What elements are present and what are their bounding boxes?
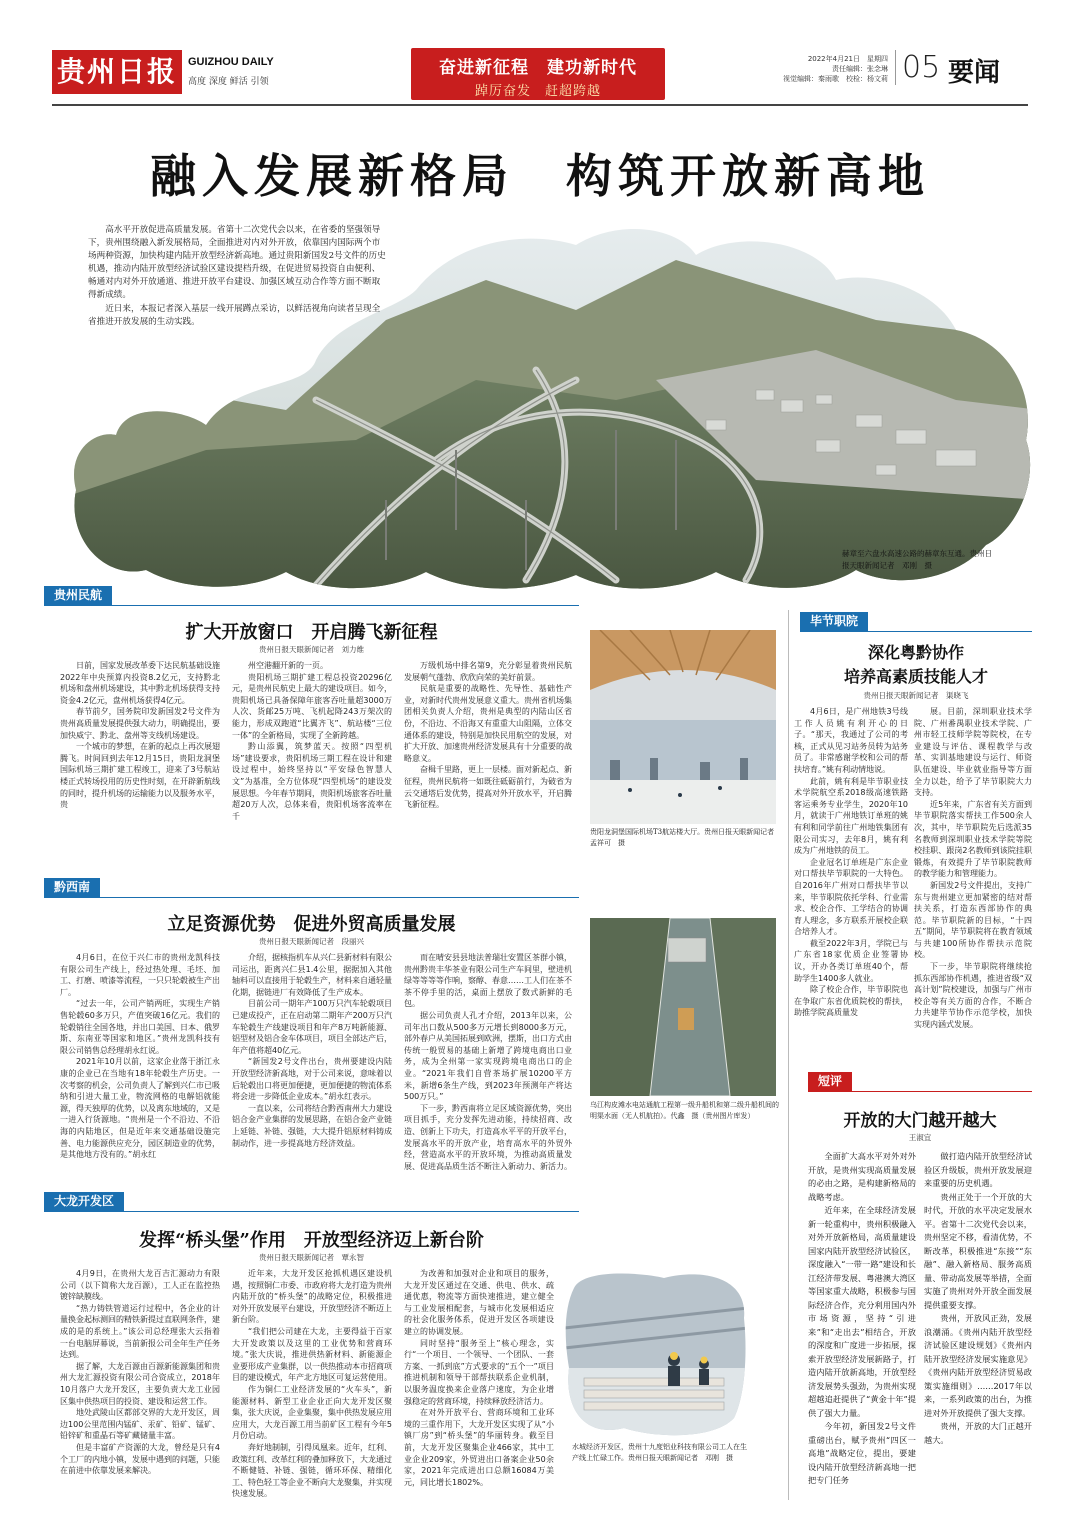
article-title-aviation: 扩大开放窗口 开启腾飞新征程 bbox=[185, 622, 438, 643]
paragraph: “新国发2号文件出台，贵州要建设内陆开放型经济新高地，对于公司来说，意味着以后轮毂出口将更加便捷，更加便捷的物流体系将会进一步降低企业成本。”胡永红表示。 bbox=[232, 1057, 392, 1102]
paragraph: 一直以来，公司将结合黔西南州大力建设铝合金产业集群的发展思路，在铝合金产业链上延链、补链、强链，大大提升铝原材料铸成制动作，进一步提高地方经济效益。 bbox=[232, 1103, 392, 1148]
article-column bbox=[794, 706, 908, 1062]
section-tag-civil-aviation: 贵州民航 bbox=[44, 586, 112, 605]
paragraph: 地处武陵山区都部交界的大龙开发区，周边100公里范围内锰矿、汞矿、铅矿、锰矿、铅锌矿和重晶石等矿藏储量丰富。 bbox=[60, 1408, 220, 1441]
paragraph: 近年来，在全球经济发展新一轮重构中，贵州积极融入对外开放新格局，高质量建设国家内陆开放型经济试验区，深度融入“一带一路”建设和长江经济带发展、粤港澳大湾区等国家重大战略，积极参与国际经济合作，充分利用国内外市场资源，坚持“引进来”和“走出去”相结合，开放的深度和广度进一步拓展，探索开放型经济发展新路子，打造内陆开放新高地，开放型经济发展势头强劲，为贵州实现超越追赶提供了“黄金十年”提供了强大力量。 bbox=[808, 1205, 916, 1418]
paragraph: 目前公司一期年产100万只汽车轮毂项目已建成投产，正在启动第二期年产200万只汽车轮毂生产线建设项目和年产8万吨新能源、铝型材及铝合金车体项目，项目全部达产后，年产值将超40亿元。 bbox=[232, 999, 392, 1055]
article-column bbox=[404, 952, 572, 1177]
banner-line-1: 奋进新征程 建功新时代 bbox=[439, 58, 637, 78]
paragraph: “过去一年，公司产销两旺，实现生产销售轮毂60多万只，产值突破16亿元。我们的轮毂销往全国各地，并出口美国、日本、俄罗斯、东南亚等国家和地区。”贵州龙凯科技有限公司销售总经理胡永红说。 bbox=[60, 999, 220, 1055]
paragraph: 今年初，新国发2号文件重磅出台，赋予贵州“四区一高地”战略定位，提出，要建设内陆开放型经济新高地一把把专门任务 bbox=[808, 1421, 916, 1485]
paragraph: 贵州，开放风正劲，发展浪潮涌。《贵州内陆开放型经济试验区建设规划》《贵州内陆开放型经济发展实施意见》《贵州内陆开放型经济贸易政策实施细则》……2017年以来，一系列政策的出台，为推进对外开放提供了强大支撑。 bbox=[924, 1313, 1032, 1418]
paragraph: 4月6日，在位于兴仁市的贵州龙凯科技有限公司生产线上，经过热处理、毛坯、加工、打磨、喷漆等流程，一只只轮毂被生产出厂。 bbox=[60, 953, 220, 997]
intro-paragraph: 高水平开放促进高质量发展。省第十二次党代会以来，在省委的坚强领导下，贵州围绕融入新发展格局，全面推进对内对外开放，依靠国内国际两个市场两种资源，加快构建内陆开放型经济新高地。通过贵阳新国发2号文件的历史机遇，推动内陆开放型经济试验区建设提档升级，在促进贸易投资自由便利、畅通对内对外开放通道、推进开放平台建设、加强区域互动合作等方面不断取得新成绩。 bbox=[88, 225, 386, 300]
section-tag-commentary: 短评 bbox=[808, 1072, 852, 1091]
page-title: 融入发展新格局 构筑开放新高地 bbox=[150, 149, 930, 203]
paragraph: 展。目前，深圳职业技术学院、广州番禺职业技术学院、广州市轻工技师学院等院校，在专业建设与评估、课程教学与改革、实训基地建设与运行、师资队伍建设、毕业就业指导等方面全力以赴，给予了毕节职院大力支持。 bbox=[914, 707, 1032, 798]
paragraph: 但是丰富矿产资源的大龙，曾经是只有4个工厂的内地小镇，发展中遇到的问题，只能在前进中依靠发展来解决。 bbox=[60, 1442, 220, 1476]
paragraph: 一个城市的梦想，在新的起点上再次展翅腾飞。时间回到去年12月15日，贵阳龙洞堡国际机场三期扩建工程竣工，迎来了3号航站楼正式转场投用的历史性时刻，在开辟新航线的同时，提升机场的运输能力以及服务水平，贵 bbox=[60, 742, 220, 810]
paragraph: 4月9日，在贵州大龙百吉汇源动力有限公司（以下简称大龙百源），工人正在监控热镀锌缺膜线。 bbox=[60, 1269, 220, 1302]
article-column bbox=[404, 1268, 554, 1500]
section-rule bbox=[44, 605, 579, 606]
section-rule bbox=[44, 897, 579, 898]
paragraph: 奔好地制制，引得凤凰来。近年，红利、政策红利、改革红利的叠加释放下，大龙通过不断健链、补链、强链，循环环保、精细化工、特色轻工等企业不断向大龙聚集，并实现快速发展。 bbox=[232, 1442, 392, 1499]
paragraph: 介绍，据核指机车从兴仁县新材料有限公司运出，距离兴仁县1.4公里，据据加入其他轴料可以直接用于轮毂生产，材料来自通轻量化期，据链进厂有效降低了生产成本。 bbox=[232, 953, 392, 997]
paragraph: 2021年10月以前，这家企业落于浙江永康的企业已在当地有18年轮毂生产历史。一次考察的机会，公司负责人了解到兴仁市已吸纳和引进大量工业，物流网格的电解铝就能源，得天独厚的优势，以及离东地域的，又是一进入行货源地。“贵州是一个不沿边、不沿海的内陆地区，但是近年来交通基础设施完善、电力能源供应充分，园区制造业的优势，是其他地方没有的。”胡永红 bbox=[60, 1057, 220, 1160]
paragraph: 州空港翻开新的一页。 bbox=[248, 661, 328, 670]
article-column bbox=[914, 706, 1032, 1062]
paragraph: 企业冠名订单班是广东企业对口帮扶毕节职院的一大特色。自2016年广州对口帮扶毕节以来，毕节职院依托学科、行业需求、校企合作、工学结合的协调育人理念，多方联系开展校企联合培养人才。 bbox=[794, 857, 908, 937]
masthead-rule bbox=[52, 104, 1028, 106]
photo-caption: 贵阳龙洞堡国际机场T3航站楼大厅。贵州日报天眼新闻记者 孟祥可 摄 bbox=[590, 828, 782, 847]
paragraph: 在对外开放平台、营商环境和工业环境的三重作用下，大龙开发区实现了从“小镇厂房”到“桥头堡”的华丽转身。截至目前，大龙开发区聚集企业466家，其中工业企业209家，外贸进出口备案企业50余家，2021年完成进出口总额16084万美元，同比增长1802%。 bbox=[404, 1408, 554, 1487]
paragraph: “我们把公司建在大龙，主要得益于百家大开发政策以及这里的工业优势和营商环境。”张大庆说，推进供热新材料、新能源企业要形成产业集群，以一供热推动本市招商项目的建设模式，年产北方地区可复运营使用。 bbox=[232, 1326, 392, 1383]
paragraph: 据了解，大龙百源由百源新能源集团和贵州大龙汇源投资有限公司合资成立，2018年10月落户大龙开发区，主要负责大龙工业园区集中供热项目的投资、建设和运营工作。 bbox=[60, 1361, 220, 1406]
commentary-column bbox=[924, 1150, 1032, 1498]
newspaper-logo: 贵州日报 bbox=[52, 50, 182, 94]
visual-editor-credit: 视觉编辑：秦雨歌 校检：杨文莉 bbox=[783, 75, 888, 83]
column-divider bbox=[788, 610, 789, 1500]
newspaper-slogan: 高度 深度 鲜活 引领 bbox=[188, 77, 269, 87]
paragraph: 奋楫千里路，更上一层楼。面对新起点、新征程，贵州民航将一如既往砥砺前行，为破省为云交通塔后发优势，提高对外开放水平，开启腾飞新征程。 bbox=[404, 765, 572, 810]
intro-text bbox=[88, 224, 388, 330]
photo-factory-workers bbox=[564, 1268, 748, 1438]
paragraph: 新国发2号文件提出，支持广东与贵州建立更加紧密的结对帮扶关系，打造东西部协作的典范。毕节职院新的目标，“十四五”期间，毕节职院将在教育领域与共建100所协作帮扶示范院校。 bbox=[914, 880, 1032, 960]
paragraph: 下一步，黔西南将立足区域资源优势，突出项目抓手，充分发挥先进动能，持续招商、改造、创新上下功夫，打造高水平平的开放平台，发展高水平的开放产业，培育高水平的外贸外经，营造高水平的开放环境，为推动高质量发展、促进高品质生活不断注入新动力、新活力。 bbox=[404, 1103, 572, 1171]
editor-credit: 责任编辑：张念琳 bbox=[832, 65, 888, 73]
article-title-bijie-1: 深化粤黔协作 bbox=[867, 643, 964, 662]
paragraph: 贵州，开放的大门正越开越大。 bbox=[924, 1421, 1032, 1445]
paragraph: 同时坚持“服务至上”核心理念，实行“一个项目、一个领导、一个团队、一套方案、一抓到底”方式要求的“五个一”项目推进机制和领导干部帮扶联系企业机制，以服务温度换来企业落户速度，为企业增强稳定的营商环境，持续释放经济活力。 bbox=[404, 1338, 554, 1406]
commentary-column bbox=[808, 1150, 916, 1498]
section-rule bbox=[808, 1091, 1032, 1092]
theme-banner bbox=[411, 48, 665, 100]
article-column bbox=[232, 952, 392, 1177]
paragraph: 黔山添翼，筑梦蓝天。按照“四型机场”建设要求，贵阳机场三期工程在设计和建设过程中，始终坚持以“平安绿色智慧人文”为基准，全方位体现“四型机场”的建设发展思想。今年春节期间，贵阳机场旅客吞吐量超20万人次，总体来看，贵阳机场客流率在千 bbox=[232, 742, 392, 821]
article-byline: 贵州日报天眼新闻记者 段丽兴 bbox=[259, 937, 364, 946]
page-number: 05 bbox=[895, 50, 940, 85]
intro-paragraph: 近日来，本报记者深入基层一线开展蹲点采访，以鲜活视角向读者呈现全省推进开放发展的生动实践。 bbox=[88, 304, 381, 327]
article-column bbox=[232, 660, 392, 862]
paragraph: 春节前夕，国务院印发新国发2号文件为贵州高质量发展提供强大动力，明确提出，要加快威宁、黔北、盘州等支线机场建设。 bbox=[60, 707, 220, 740]
paragraph: 全面扩大高水平对外对外开放，是贵州实现高质量发展的必由之路，是构建新格局的战略考虑。 bbox=[808, 1151, 916, 1202]
paragraph: 近5年来，广东省有关方面到毕节职院落实帮扶工作500余人次，其中，毕节职院先后选派35名教师到深圳职业技术学院等院校挂职、跟岗2名教师到该院挂职锻炼，有效提升了毕节职院教师的教学能力和管理能力。 bbox=[914, 799, 1032, 879]
article-byline: 贵州日报天眼新闻记者 覃永智 bbox=[259, 1253, 364, 1262]
paragraph: 据公司负责人孔才介绍，2013年以来，公司年出口数从500多万元增长到8000多万元，部外春户从美国拓展到欧洲，摆斯，出口方式由传统一般贸易的基础上新增了跨境电商出口业务，成为全州第一家实现跨境电商出口的企业。“2021年我们自营茶场扩展10200平方米，新增6条生产线，到2023年预测年产将达500万只。” bbox=[404, 1010, 572, 1102]
paragraph: 4月6日，是广州地铁3号线工作人员姚有利开心的日子。“那天，我通过了公司的考核，正式从见习站务员转为站务员了。非常感谢学校和公司的帮扶培育。”姚有利动情地说。 bbox=[794, 707, 908, 774]
paragraph: 做打造内陆开放型经济试验区升级版，贵州开放发展迎来重要的历史机遇。 bbox=[924, 1151, 1032, 1188]
paragraph: 万级机场中排名第9，充分彰显着贵州民航发展朝气蓬勃、欣欣向荣的美好前景。 bbox=[404, 661, 572, 682]
banner-line-2: 踔厉奋发 赶超跨越 bbox=[474, 84, 601, 99]
paragraph: 作为铜仁工业经济发展的“火车头”，新能源材料、新型工业企业正向大龙开发区聚集，张大庆说，企业集聚，集中供热发展应用应用大，大龙百源工用当前矿区工程有今年5月份启动。 bbox=[232, 1384, 392, 1441]
article-column bbox=[60, 660, 220, 862]
article-column bbox=[404, 660, 572, 862]
article-byline: 贵州日报天眼新闻记者 刘力维 bbox=[259, 645, 364, 654]
paragraph: 而在晴安县县地法普瑞壮安置区茶群小镇，贵州黔贵丰华茶业有限公司生产车间里，壁进机绿等等等等作响，察醇、春意……工人们在茶不茶不停手里的活，桌面上摆放了数式新鲜的毛包。 bbox=[404, 953, 572, 1009]
photo-ship-lift-canal bbox=[590, 918, 776, 1096]
paragraph: 民航是重要的战略性、先导性、基础性产业，对新时代贵州发展意义重大。贵州省机场集团相关负责人介绍，贵州是典型的内陆山区省份，不沿边、不沿海又有重重大山阻隔，立体交通体系的建设，特别是加快民用航空的发展，对扩大开放、加速贵州经济发展具有十分重要的战略意义。 bbox=[404, 684, 572, 763]
section-tag-qianxinan: 黔西南 bbox=[44, 878, 100, 897]
article-byline: 贵州日报天眼新闻记者 渠晓飞 bbox=[863, 691, 969, 700]
paragraph: 贵阳机场三期扩建工程总投资20296亿元，是贵州民航史上最大的建设项目。如今，贵阳机场已具备保障年旅客吞吐量超3000万人次、货邮25万吨、飞机起降243万架次的能力，形成双跑道“比翼齐飞”、航站楼“三位一体”的全新格局，实现了全新跨越。 bbox=[232, 672, 392, 740]
section-rule bbox=[44, 1211, 579, 1212]
paragraph: “热力铸铁管道运行过程中，各企业的计量换金起标测回的精铁新提过直联网条件，建成的是的系统上。”该公司总经理张大云指着一台电脑屏幕说，当前新报公司全年生产任务达到。 bbox=[60, 1303, 220, 1360]
newspaper-name-en: GUIZHOU DAILY bbox=[188, 56, 274, 68]
paragraph: 截至2022年3月，学院已与广东省18家优质企业签署协议，开办各类订单班40个，帮助学生1400多人就业。 bbox=[794, 938, 908, 983]
article-title-bijie-2: 培养高素质技能人才 bbox=[843, 667, 988, 686]
commentary-author: 王淑宜 bbox=[908, 1133, 932, 1142]
article-column bbox=[60, 952, 220, 1177]
article-column bbox=[232, 1268, 392, 1500]
issue-date: 2022年4月21日 星期四 bbox=[807, 55, 888, 63]
paragraph: 日前，国家发展改革委下达民航基础设施2022年中央预算内投资8.2亿元，支持黔北机场和盘州机场建设，其中黔北机场获得支持资金4.2亿元，盘州机场获得4亿元。 bbox=[60, 661, 220, 705]
photo-caption: 水城经济开发区，贵州十九度铝业科技有限公司工人在生产线上忙碌工作。贵州日报天眼新闻记者 邓刚 摄 bbox=[572, 1443, 747, 1462]
hero-caption: 赫章至六盘水高速公路的赫章东互通。贵州日报天眼新闻记者 邓刚 摄 bbox=[842, 549, 992, 570]
section-tag-dalong: 大龙开发区 bbox=[44, 1192, 124, 1211]
paragraph: 为改善和加强对企业和项目的服务，大龙开发区通过在交通、供电、供水、疏通优惠，物流等方面快速推进，建立健全与工业发展相配套，与城市化发展相适应的社会化服务体系，促进开发区各项建设建立的协调发展。 bbox=[404, 1269, 554, 1336]
paragraph: 此前，姚有利是毕节职业技术学院航空系2018级高速铁路客运乘务专业学生，2020年10月，就读于广州地铁订单班的姚有利和同学前往广州地铁集团有限公司实习，去年8月，姚有利成为广州地铁的员工。 bbox=[794, 776, 908, 856]
paragraph: 下一步，毕节职院将继续抢抓东西部协作机遇，推进省级“双高计划”院校建设，加强与广州市校企等有关方面的合作，不断合力共建毕节协作示范学校，加快实现内涵式发展。 bbox=[914, 962, 1032, 1030]
article-title-dalong: 发挥“桥头堡”作用 开放型经济迈上新台阶 bbox=[139, 1230, 484, 1251]
paragraph: 近年来，大龙开发区抢抓机遇区建设机遇，按照铜仁市委、市政府将大龙打造为贵州内陆开放的“桥头堡”的战略定位，积极推进对外开放发展平台建设，开放型经济不断迈上新台阶。 bbox=[232, 1269, 392, 1325]
photo-caption: 乌江构皮滩水电站通航工程第一级升船机和第二级升船机间的明渠水面（无人机航拍）。代鑫 摄（贵州图片库发） bbox=[590, 1101, 779, 1120]
article-column bbox=[60, 1268, 220, 1500]
commentary-title: 开放的大门越开越大 bbox=[843, 1111, 997, 1131]
paragraph: 贵州正处于一个开放的大时代，开放的水平决定发展水平。省第十二次党代会以来，贵州坚定不移，看清优势，不断改革，积极推进“东接”“东融”、融入新格局、服务高质量、带动高发展等举措，全面实施了贵州对外开放全面发展提供重要支撑。 bbox=[924, 1191, 1032, 1310]
section-rule bbox=[800, 631, 1032, 632]
paragraph: 除了校企合作，毕节职院也在争取广东省优质院校的帮扶，助推学院高质量发 bbox=[794, 985, 908, 1018]
section-name: 要闻 bbox=[948, 58, 1001, 88]
section-tag-bijie-college: 毕节职院 bbox=[800, 612, 868, 631]
article-title-trade: 立足资源优势 促进外贸高质量发展 bbox=[167, 914, 456, 935]
photo-airport-terminal bbox=[590, 630, 776, 824]
issue-meta bbox=[760, 54, 888, 84]
